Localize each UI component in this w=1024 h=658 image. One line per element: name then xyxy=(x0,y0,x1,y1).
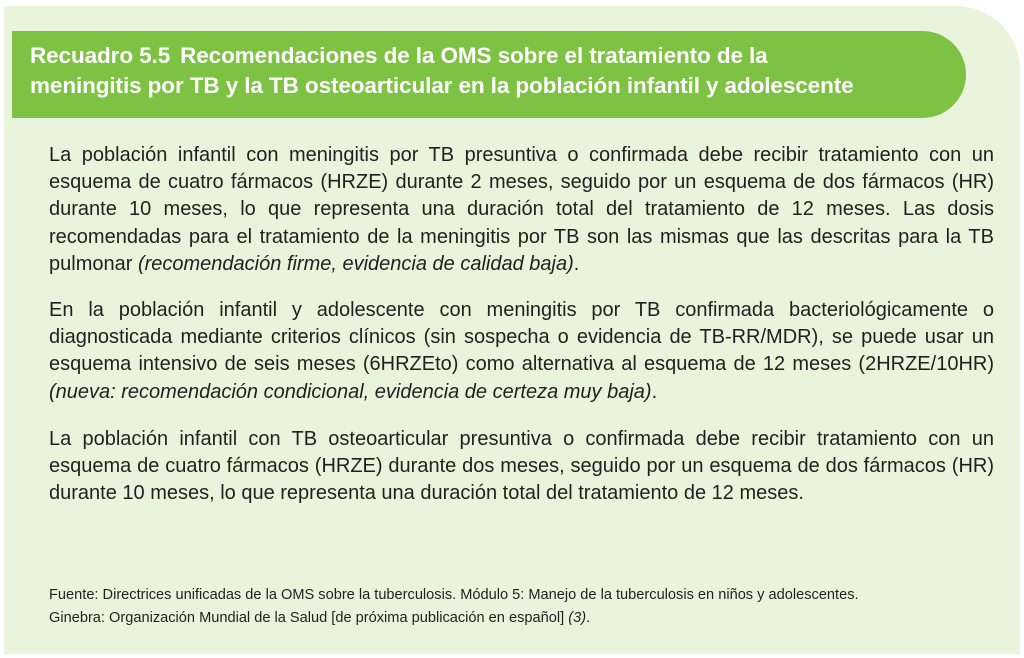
paragraph-text: En la población infantil y adolescente con meningitis por TB confirmada bacteriológicamente o diagnosticada mediante criterios clínicos (sin sospecha o evidencia de TB-RR/MDR), se puede usar un esquema intensivo de seis meses (6HRZEto) como alternativa al esquema de 12 meses (2HRZE/10HR) xyxy=(49,299,994,376)
box-title-line-2: meningitis por TB y la TB osteoarticular en la población infantil y adolescente xyxy=(30,73,854,98)
box-body xyxy=(49,142,994,526)
box-title-line-1: Recomendaciones de la OMS sobre el tratamiento de la xyxy=(180,43,768,68)
paragraph-end: . xyxy=(651,380,658,403)
recommendation-note: (nueva: recomendación condicional, evidencia de certeza muy baja) xyxy=(49,380,652,403)
source-reference: (3) xyxy=(568,609,587,626)
recommendation-note: (recomendación firme, evidencia de calidad baja) xyxy=(137,252,574,275)
source-line-2-text: Ginebra: Organización Mundial de la Salud [de próxima publicación en español] xyxy=(49,609,569,626)
source-citation xyxy=(49,584,999,629)
box-number: Recuadro 5.5 xyxy=(30,43,171,68)
paragraph-end: . xyxy=(573,252,580,275)
source-line-1: Fuente: Directrices unificadas de la OMS sobre la tuberculosis. Módulo 5: Manejo de la tuberculosis en niños y adolescentes. xyxy=(49,587,859,603)
source-end: . xyxy=(586,609,591,626)
paragraph-text: La población infantil con meningitis por TB presuntiva o confirmada debe recibir tratamiento con un esquema de cuatro fármacos (HRZE) durante 2 meses, seguido por un esquema de dos fármacos (HR) durante 10 meses, lo que representa una duración total del tratamiento de 12 meses. Las dosis recomendadas para el tratamiento de la meningitis por TB son las mismas que las descritas para la TB pulmonar xyxy=(49,144,994,275)
paragraph-meningitis-standard xyxy=(49,142,994,278)
paragraph-text: La población infantil con TB osteoarticular presuntiva o confirmada debe recibir tratamiento con un esquema de cuatro fármacos (HRZE) durante dos meses, seguido por un esquema de dos fármacos (HR) durante 10 meses, lo que representa una duración total del tratamiento de 12 meses. xyxy=(49,427,994,505)
box-header xyxy=(12,31,966,118)
header-line-1 xyxy=(30,41,946,71)
paragraph-meningitis-intensive xyxy=(49,297,994,406)
paragraph-osteoarticular xyxy=(49,426,994,508)
source-line-2 xyxy=(49,607,999,630)
